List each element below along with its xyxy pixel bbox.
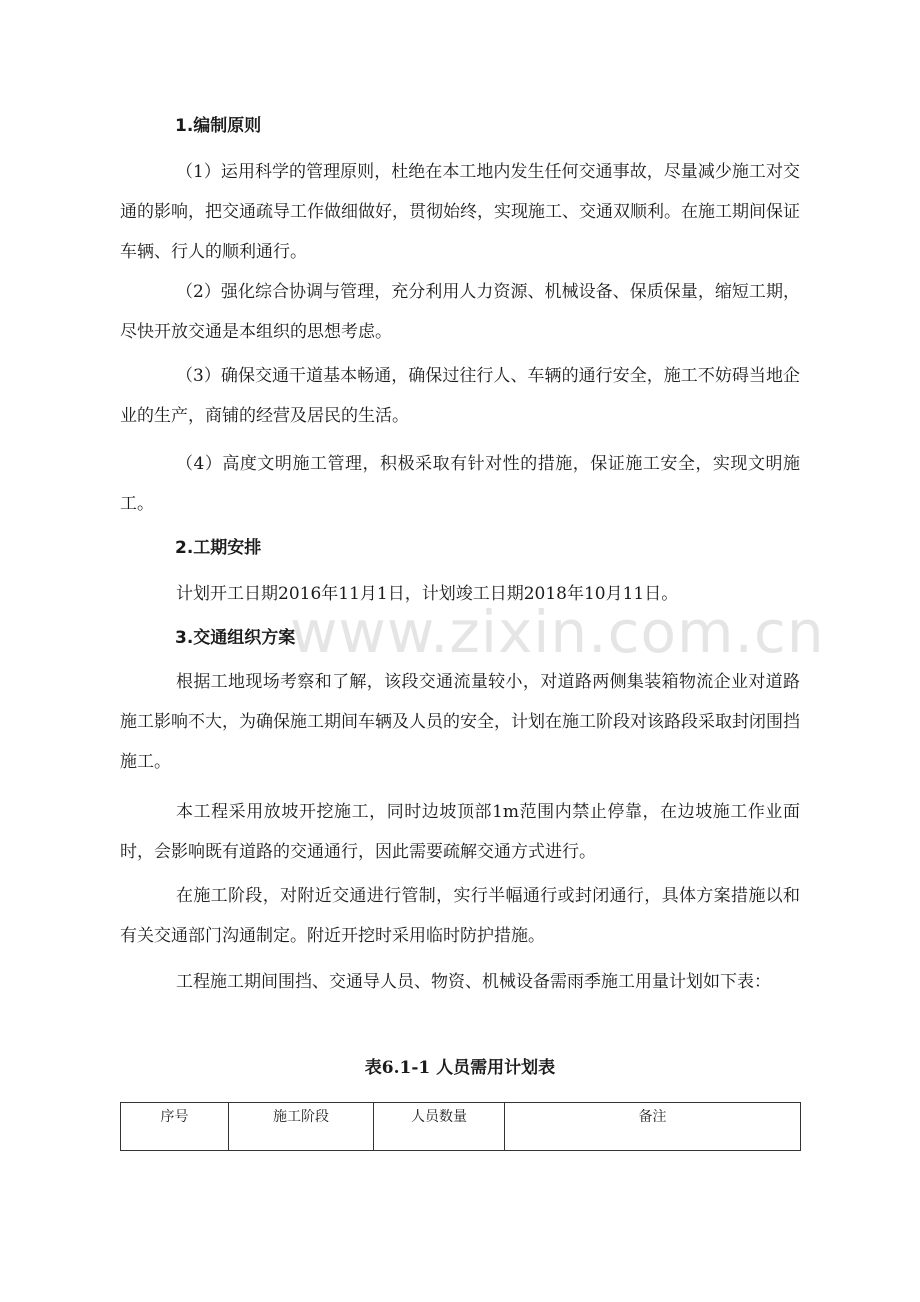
- section-2-heading: 2.工期安排: [175, 538, 262, 558]
- watermark: www.zixin.com.cn: [290, 598, 825, 666]
- section-1-heading: 1.编制原则: [175, 116, 262, 136]
- table-header-stage: 施工阶段: [229, 1103, 374, 1151]
- section-3-paragraph-4: 工程施工期间围挡、交通导人员、物资、机械设备需雨季施工用量计划如下表：: [176, 972, 771, 992]
- table-header-row: [121, 1103, 801, 1151]
- table-title: 表6.1-1 人员需用计划表: [364, 1058, 556, 1078]
- section-1-paragraph-1: （1）运用科学的管理原则，杜绝在本工地内发生任何交通事故，尽量减少施工对交通的影响，把交通疏导工作做细做好，贯彻始终，实现施工、交通双顺利。在施工期间保证车辆、行人的顺利通行。: [120, 162, 800, 262]
- section-2-paragraph-1: 计划开工日期2016年11月1日，计划竣工日期2018年10月11日。: [176, 584, 679, 604]
- section-1-paragraph-4: （4）高度文明施工管理，积极采取有针对性的措施，保证施工安全，实现文明施工。: [120, 454, 800, 514]
- section-3-paragraph-2: 本工程采用放坡开挖施工，同时边坡顶部1m范围内禁止停靠，在边坡施工作业面时，会影响既有道路的交通通行，因此需要疏解交通方式进行。: [120, 802, 800, 862]
- section-3-paragraph-3: 在施工阶段，对附近交通进行管制，实行半幅通行或封闭通行，具体方案措施以和有关交通部门沟通制定。附近开挖时采用临时防护措施。: [120, 886, 800, 946]
- section-3-heading: 3.交通组织方案: [175, 628, 296, 648]
- section-3-paragraph-1: 根据工地现场考察和了解，该段交通流量较小，对道路两侧集装箱物流企业对道路施工影响不大，为确保施工期间车辆及人员的安全，计划在施工阶段对该路段采取封闭围挡施工。: [120, 672, 800, 772]
- personnel-plan-table: [120, 1102, 801, 1151]
- table-header-index: 序号: [121, 1103, 229, 1151]
- table-header-remarks: 备注: [505, 1103, 801, 1151]
- table-header-headcount: 人员数量: [374, 1103, 505, 1151]
- section-1-paragraph-3: （3）确保交通干道基本畅通，确保过往行人、车辆的通行安全，施工不妨碍当地企业的生产，商铺的经营及居民的生活。: [120, 366, 800, 426]
- section-1-paragraph-2: （2）强化综合协调与管理，充分利用人力资源、机械设备、保质保量，缩短工期，尽快开放交通是本组织的思想考虑。: [120, 282, 800, 342]
